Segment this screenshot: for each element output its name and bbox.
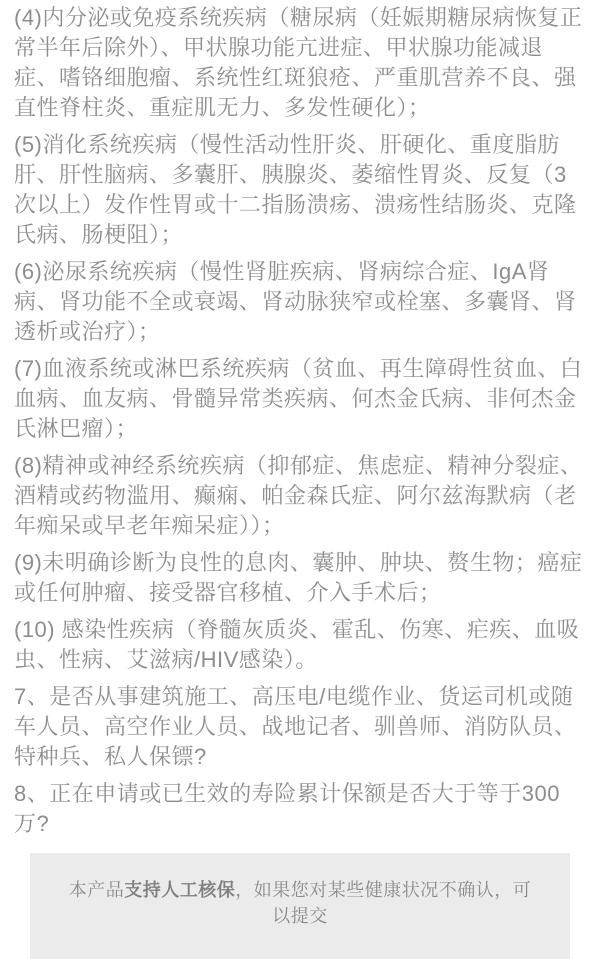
disease-item-digestive: (5)消化系统疾病（慢性活动性肝炎、肝硬化、重度脂肪肝、肝性脑病、多囊肝、胰腺炎、萎缩性胃炎、反复（3次以上）发作性胃或十二指肠溃疡、溃疡性结肠炎、克隆氏病、肠梗阻）； <box>14 132 577 247</box>
notice-suffix: ，如果您对某些健康状况不确认，可以提交 <box>235 880 532 926</box>
manual-underwriting-notice-text <box>60 877 540 929</box>
notice-prefix: 本产品 <box>68 880 125 900</box>
notice-bold-manual-underwriting: 支持人工核保 <box>124 880 236 900</box>
disease-item-infectious: (10) 感染性疾病（脊髓灰质炎、霍乱、伤寒、疟疾、血吸虫、性病、艾滋病/HIV感染）。 <box>14 617 580 672</box>
question-8-insured-amount: 8、正在申请或已生效的寿险累计保额是否大于等于300万? <box>14 781 560 836</box>
question-7-occupation: 7、是否从事建筑施工、高压电/电缆作业、货运司机或随车人员、高空作业人员、战地记者、驯兽师、消防队员、特种兵、私人保镖? <box>14 684 577 769</box>
manual-underwriting-notice-box <box>30 853 570 959</box>
disease-item-mental-nervous: (8)精神或神经系统疾病（抑郁症、焦虑症、精神分裂症、酒精或药物滥用、癫痫、帕金森氏症、阿尔兹海默病（老年痴呆或早老年痴呆症））； <box>14 453 583 538</box>
disease-item-undiagnosed-growths: (9)未明确诊断为良性的息肉、囊肿、肿块、赘生物；癌症或任何肿瘤、接受器官移植、介入手术后； <box>14 550 583 605</box>
disease-item-endocrine: (4)内分泌或免疫系统疾病（糖尿病（妊娠期糖尿病恢复正常半年后除外）、甲状腺功能亢进症、甲状腺功能减退症、嗜铬细胞瘤、系统性红斑狼疮、严重肌营养不良、强直性脊柱炎、重症肌无力、多发性硬化）； <box>14 5 583 120</box>
disease-item-blood-lymph: (7)血液系统或淋巴系统疾病（贫血、再生障碍性贫血、白血病、血友病、骨髓异常类疾病、何杰金氏病、非何杰金氏淋巴瘤）； <box>14 356 583 441</box>
disease-item-urinary: (6)泌尿系统疾病（慢性肾脏疾病、肾病综合症、IgA肾病、肾功能不全或衰竭、肾动脉狭窄或栓塞、多囊肾、肾透析或治疗）； <box>14 259 577 344</box>
